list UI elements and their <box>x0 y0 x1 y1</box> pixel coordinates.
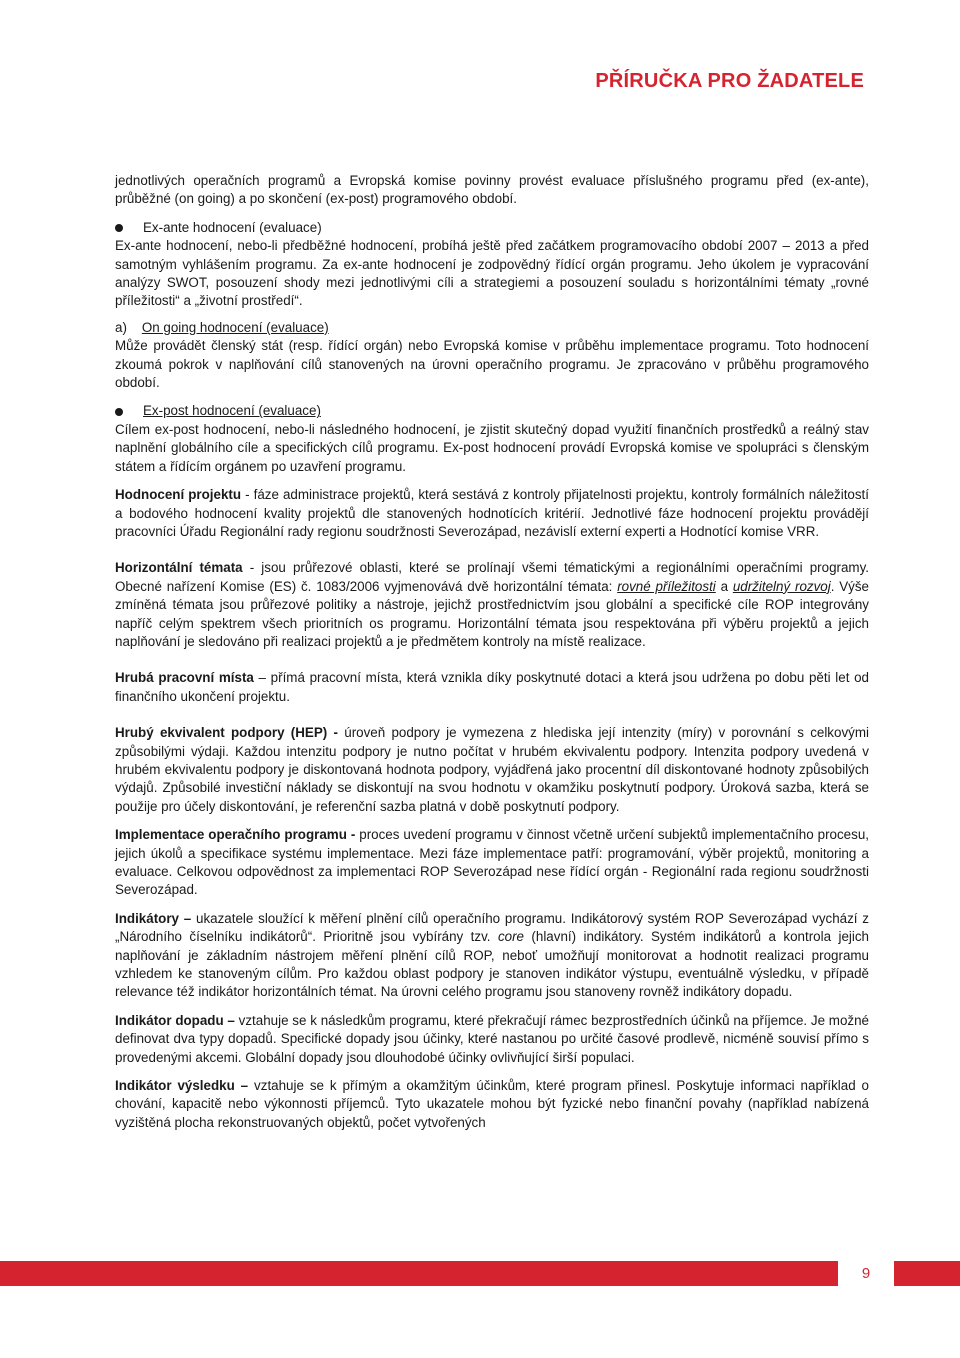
page-header-title: PŘÍRUČKA PRO ŽADATELE <box>595 70 864 92</box>
ongoing-prefix: a) <box>115 319 127 335</box>
def-indikatory-1: ukazatele sloužící k měření plnění cílů operačního programu. Indikátorový systém ROP Severozápad vychází z „Národního číselníku indikátorů“. Prioritně jsou vybírány tzv. <box>115 910 869 945</box>
page-number: 9 <box>861 1265 871 1282</box>
paragraph-hodnoceni-projektu <box>115 486 869 541</box>
def-horizontalni-1: - jsou průřezové oblasti, které se prolínají všemi tématickými a regionálními operačními programy. Obecné nařízení Komise (ES) č. 1083/2006 vyjmenovává dvě horizontální témata: <box>115 560 870 594</box>
term-hruba-mista: Hrubá pracovní místa <box>115 670 254 686</box>
term-horizontalni-temata: Horizontální témata <box>115 560 243 576</box>
term-indikatory: Indikátory – <box>115 910 192 926</box>
term-implementace: Implementace operačního programu - <box>115 827 356 843</box>
expost-paragraph: Cílem ex-post hodnocení, nebo-li následného hodnocení, je zjistit skutečný dopad využití finančních prostředků a reálný stav naplnění globálního cíle a specifických cílů programu. Ex-post hodnocení provádí Evropská komise ve spolupráci s členským státem a řídícím orgánem po uzavření programu. <box>115 421 869 474</box>
term-indikator-dopadu: Indikátor dopadu – <box>115 1012 235 1028</box>
theme-udrzitelny-rozvoj: udržitelný rozvoj <box>732 578 831 594</box>
def-indikator-vysledku: vztahuje se k přímým a okamžitým účinkům, které program přinesl. Poskytuje informaci například o chování, kapacitě nebo výkonnosti příjemců. Tyto ukazatele mohou být fyzické nebo finanční povahy (například nabízená vyzištěná plocha rekonstruovaných objektů, počet vytvořených <box>115 1078 869 1130</box>
theme-rovne-prilezitosti: rovné příležitosti <box>617 578 716 594</box>
term-hep: Hrubý ekvivalent podpory (HEP) - <box>115 725 338 741</box>
horizontalni-conj: a <box>715 578 733 594</box>
exante-quote-equal-opportunities: „rovné příležitosti“ <box>115 275 869 309</box>
def-indikator-dopadu: vztahuje se k následkům programu, které překračují rámec bezprostředních účinků na příjemce. Je možné definovat dva typy dopadů. Specifické dopady jsou účinky, které nastanou po určité časové prodlevě, nicméně souvisí přímo s provedenými akcemi. Globální dopady jsou dlouhodobé účinky ovlivňující širší populaci. <box>115 1012 870 1065</box>
ongoing-heading: On going hodnocení (evaluace) <box>141 319 329 335</box>
bullet-exante <box>115 219 869 237</box>
term-indikator-vysledku: Indikátor výsledku – <box>115 1078 249 1094</box>
def-implementace: proces uvedení programu v činnost včetně určení subjektů implementačního procesu, jejich úkolů a specifikace systému implementace. Mezi fáze implementace patří: programování, výběr projektů, monitoring a evaluace. Celkovou odpovědnost za implementaci ROP Severozápad nese řídící orgán - Regionální rada regionu soudržnosti Severozápad. <box>115 827 869 898</box>
exante-end: . <box>298 293 303 309</box>
term-core: core <box>497 929 524 945</box>
ongoing-paragraph: Může provádět členský stát (resp. řídící orgán) nebo Evropská komise v průběhu implementace programu. Toto hodnocení zkoumá pokrok v naplňování cílů stanovených na úrovni operačního programu. Je zpracováno v průběhu programového období. <box>115 338 869 391</box>
bullet-dot-icon <box>115 224 123 232</box>
def-hodnoceni-projektu: - fáze administrace projektů, která sestává z kontroly přijatelnosti projektu, kontroly formálních náležitostí a bodového hodnocení kvality projektů dle stanovených hodnotících kritérií. Jednotlivé fáze hodnocení projektu provádějí pracovníci Úřadu Regionální rady regionu soudržnosti Severozápad, nezávislí externí experti a Hodnotící komise VRR. <box>115 487 869 539</box>
exante-paragraph <box>115 237 869 311</box>
exante-text: Ex-ante hodnocení, nebo-li předběžné hodnocení, probíhá ještě před začátkem programovacího období 2007 – 2013 a před samotným vyhlášením programu. Za ex-ante hodnocení je zodpovědný řídící orgán programu. Jeho úkolem je vypracování analýzy SWOT, posouzení shody mezi jednotlivými cíli a strategiemi a posouzení souladu s horizontálními tématy <box>115 238 869 291</box>
paragraph-hruba-mista <box>115 669 869 706</box>
exante-heading: Ex-ante hodnocení (evaluace) <box>143 219 322 235</box>
paragraph-horizontalni-temata <box>115 559 869 651</box>
expost-heading: Ex-post hodnocení (evaluace) <box>143 403 321 419</box>
paragraph-implementace <box>115 826 869 900</box>
exante-conj: a <box>179 293 195 309</box>
paragraph-indikator-dopadu <box>115 1012 869 1067</box>
ongoing-heading-line <box>115 319 869 337</box>
bullet-expost <box>115 402 869 420</box>
def-hruba-mista: – přímá pracovní místa, která vznikla díky poskytnuté dotaci a která jsou udržena po dobu pěti let od finančního ukončení projektu. <box>115 670 869 704</box>
def-hep: úroveň podpory je vymezena z hlediska její intenzity (míry) v porovnání s celkovými způsobilými výdaji. Každou intenzitu podpory je nutno počítat v hrubém ekvivalentu podpory. Intenzita podpory uvedená v hrubém ekvivalentu podpory je diskontovaná hodnota podpory, vyjádřená jako procentní díl diskontované hodnoty způsobilých výdajů. Způsobilé investiční náklady se diskontují na svou hodnotu v okamžiku poskytnutí podpory. Úroková sazba, která se použije pro účely diskontování, je referenční sazba platná v době poskytnutí podpory. <box>115 725 869 814</box>
paragraph-indikator-vysledku <box>115 1077 869 1132</box>
term-hodnoceni-projektu: Hodnocení projektu <box>115 487 242 503</box>
exante-quote-environment: „životní prostředí“ <box>194 293 299 309</box>
bullet-dot-icon <box>115 408 123 416</box>
def-indikatory-2: (hlavní) indikátory. Systém indikátorů a kontrola jejich naplňování je základním nástrojem měření plnění cílů ROP, neboť umožňují monitorovat a hodnotit realizaci programu vzhledem ke stanoveným cílům. Pro každou oblast podpory je stanoven indikátor výstupu, eventuálně výsledku, v případě relevance též indikátor horizontálních témat. Na úrovni celého programu jsou stanoveny rovněž indikátory dopadu. <box>115 929 869 1000</box>
document-body <box>115 172 869 1132</box>
footer-bar-left <box>0 1261 838 1286</box>
footer-bar-right <box>894 1261 960 1286</box>
paragraph-indikatory <box>115 910 869 1002</box>
paragraph-intro: jednotlivých operačních programů a Evropská komise povinny provést evaluace příslušného programu před (ex-ante), průběžné (on going) a po skončení (ex-post) programového období. <box>115 173 869 207</box>
paragraph-hep <box>115 724 869 816</box>
def-horizontalni-2: . Výše zmíněná témata jsou průřezové politiky a nástroje, jejichž prostřednictvím jsou globální a specifické cíle ROP integrovány napříč celým spektrem všech prioritních os programu. Horizontální témata jsou respektována při výběru projektů a jejich naplňování je sledováno při realizaci projektů a je předmětem kontroly na místě realizace. <box>115 578 870 649</box>
